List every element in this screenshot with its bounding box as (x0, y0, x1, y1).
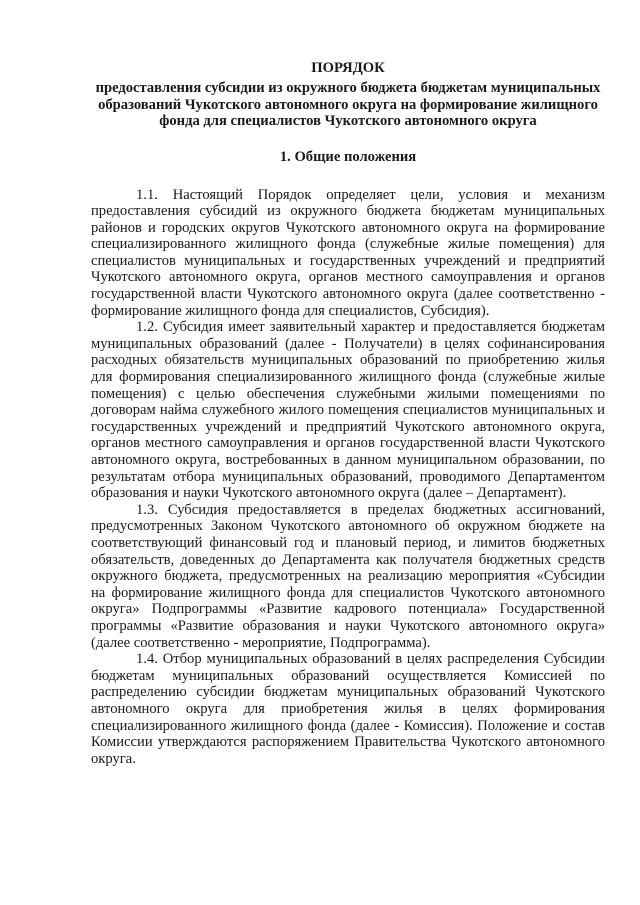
paragraph-1-3: 1.3. Субсидия предоставляется в пределах бюджетных ассигнований, предусмотренных Законом Чукотского автономного об окружном бюджете на соответствующий финансовый год и плановый период, и лимитов бюджетных обязательств, доведенных до Департамента как получателя бюджетных средств окружного бюджета, предусмотренных на реализацию мероприятия «Субсидии на формирование жилищного фонда для специалистов Чукотского автономного округа» Подпрограммы «Развитие кадрового потенциала» Государственной программы «Развитие образования и науки Чукотского автономного округа» (далее соответственно - мероприятие, Подпрограмма). (91, 501, 605, 651)
paragraph-1-2: 1.2. Субсидия имеет заявительный характер и предоставляется бюджетам муниципальных образований (далее - Получатели) в целях софинансирования расходных обязательств муниципальных образований по приобретению жилья для формирования специализированного жилищного фонда (служебные жилые помещения) с целью обеспечения служебными жилыми помещениями по договорам найма служебного жилого помещения специалистов муниципальных и государственных учреждений и предприятий Чукотского автономного округа, органов местного самоуправления и органов государственной власти Чукотского автономного округа, востребованных в данном муниципальном образовании, по результатам отбора муниципальных образований, проводимого Департаментом образования и науки Чукотского автономного округа (далее – Департамент). (91, 319, 605, 502)
document-page (91, 60, 605, 767)
paragraph-1-1: 1.1. Настоящий Порядок определяет цели, условия и механизм предоставления субсидий из окружного бюджета бюджетам муниципальных районов и городских округов Чукотского автономного округа на формирование специализированного жилищного фонда (служебные жилые помещения) для специалистов муниципальных и государственных учреждений и предприятий Чукотского автономного округа, органов местного самоуправления и органов государственной власти Чукотского автономного округа (далее соответственно - формирование жилищного фонда для специалистов, Субсидия). (91, 186, 605, 319)
paragraph-1-4: 1.4. Отбор муниципальных образований в целях распределения Субсидии бюджетам муниципальных образований осуществляется Комиссией по распределению субсидии бюджетам муниципальных образований Чукотского автономного округа для приобретения жилья в целях формирования специализированного жилищного фонда (далее - Комиссия). Положение и состав Комиссии утверждаются распоряжением Правительства Чукотского автономного округа. (91, 651, 605, 767)
document-subtitle: предоставления субсидии из окружного бюджета бюджетам муниципальных образований Чукотского автономного округа на формирование жилищного фонда для специалистов Чукотского автономного округа (95, 80, 601, 129)
section-heading: 1. Общие положения (279, 148, 417, 165)
document-title: ПОРЯДОК (311, 60, 385, 76)
